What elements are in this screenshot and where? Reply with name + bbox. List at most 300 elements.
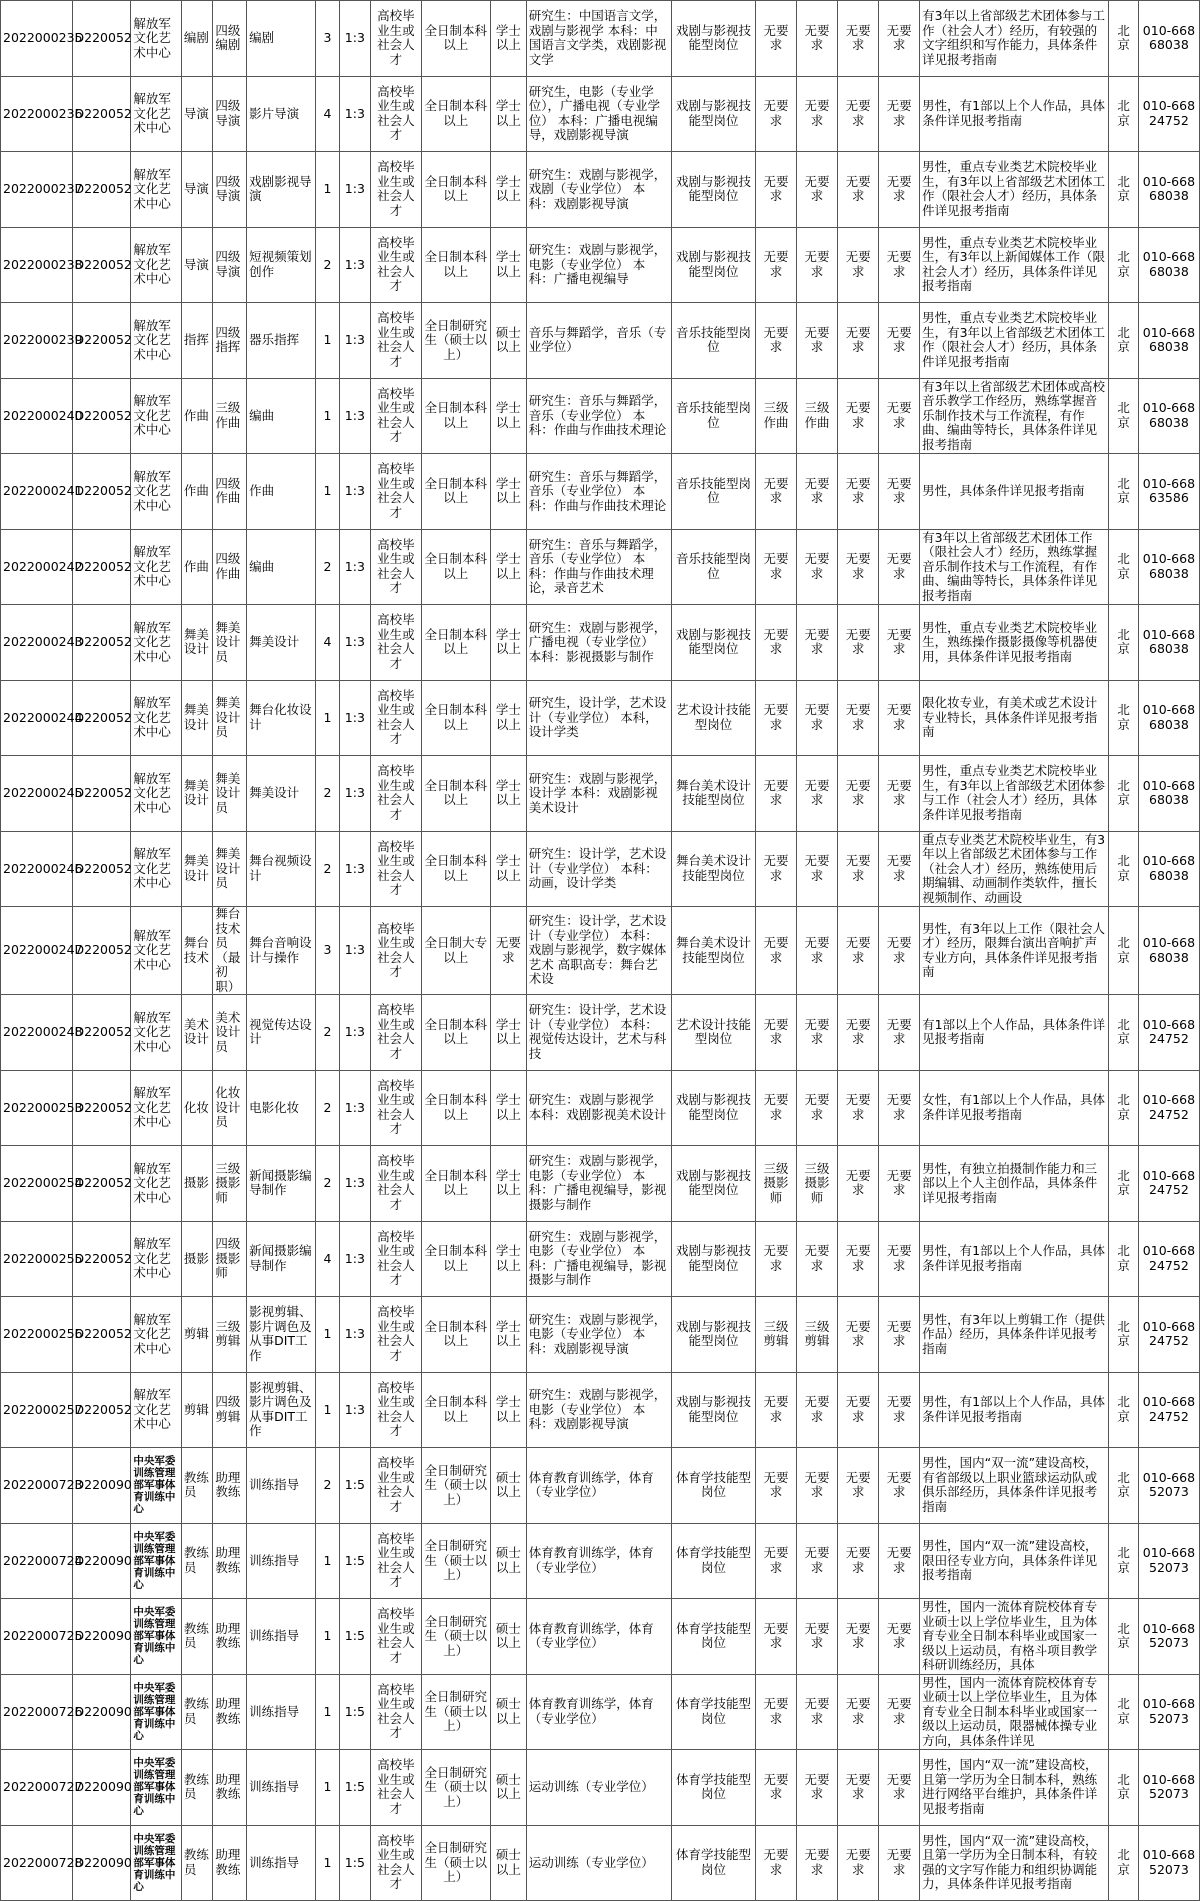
degree-cell: 学士以上 (491, 1070, 527, 1146)
city-cell: 北京 (1109, 907, 1138, 995)
unit-code-cell: D220052 (72, 605, 131, 681)
major-requirement-cell: 研究生，电影（专业学位），广播电视（专业学位） 本科：广播电视编导，戏剧影视导演 (526, 76, 671, 152)
post-name-cell: 影片导演 (247, 76, 316, 152)
notes-cell: 女性，有1部以上个人作品，具体条件详见报考指南 (920, 1070, 1109, 1146)
education-cell: 全日制研究生（硕士以上） (421, 1523, 490, 1599)
education-cell: 全日制本科以上 (421, 1, 490, 77)
position-category-cell: 体育学技能型岗位 (671, 1825, 755, 1901)
exam-ratio-cell: 1:5 (339, 1523, 371, 1599)
position-id-cell: 2022000240 (1, 378, 73, 454)
phone-cell: 010-66863586 (1138, 454, 1199, 530)
major-requirement-cell: 研究生：戏剧与影视学，电影（专业学位） 本科：广播电视编导，影视摄影与制作 (526, 1221, 671, 1297)
applicant-source-cell: 高校毕业生或社会人才 (371, 378, 421, 454)
position-id-cell: 2022000727 (1, 1750, 73, 1826)
phone-cell: 010-66852073 (1138, 1750, 1199, 1826)
post-name-cell: 编剧 (247, 1, 316, 77)
position-category-cell: 体育学技能型岗位 (671, 1448, 755, 1524)
requirement-3-cell: 无要求 (838, 680, 879, 756)
department-cell: 教练员 (181, 1750, 213, 1826)
education-cell: 全日制研究生（硕士以上） (421, 1599, 490, 1675)
education-cell: 全日制本科以上 (421, 529, 490, 605)
post-name-cell: 舞美设计 (247, 605, 316, 681)
requirement-4-cell: 无要求 (879, 1, 920, 77)
department-cell: 舞美设计 (181, 831, 213, 907)
degree-cell: 学士以上 (491, 680, 527, 756)
unit-name-cell: 解放军文化艺术中心 (131, 303, 181, 379)
requirement-4-cell: 无要求 (879, 1674, 920, 1750)
city-cell: 北京 (1109, 995, 1138, 1071)
requirement-3-cell: 无要求 (838, 1221, 879, 1297)
major-requirement-cell: 研究生：音乐与舞蹈学，音乐（专业学位） 本科：作曲与作曲技术理论，录音艺术 (526, 529, 671, 605)
table-row (1, 152, 1200, 228)
major-requirement-cell: 研究生：戏剧与影视学，电影（专业学位） 本科：广播电视编导，影视摄影与制作 (526, 1146, 671, 1222)
post-name-cell: 舞美设计 (247, 756, 316, 832)
unit-code-cell: D220090 (72, 1448, 131, 1524)
phone-cell: 010-66868038 (1138, 227, 1199, 303)
requirement-1-cell: 无要求 (756, 152, 797, 228)
city-cell: 北京 (1109, 831, 1138, 907)
city-cell: 北京 (1109, 680, 1138, 756)
hire-count-cell: 2 (316, 227, 339, 303)
department-cell: 教练员 (181, 1448, 213, 1524)
exam-ratio-cell: 1:3 (339, 529, 371, 605)
notes-cell: 男性，有独立拍摄制作能力和三部以上个人主创作品，具体条件详见报考指南 (920, 1146, 1109, 1222)
degree-cell: 学士以上 (491, 76, 527, 152)
education-cell: 全日制本科以上 (421, 1297, 490, 1373)
phone-cell: 010-66868038 (1138, 152, 1199, 228)
applicant-source-cell: 高校毕业生或社会人才 (371, 831, 421, 907)
notes-cell: 男性，重点专业类艺术院校毕业生，有3年以上省部级艺术团体工作（限社会人才）经历，具体条件详见报考指南 (920, 152, 1109, 228)
city-cell: 北京 (1109, 1448, 1138, 1524)
department-cell: 舞美设计 (181, 605, 213, 681)
requirement-3-cell: 无要求 (838, 831, 879, 907)
requirement-4-cell: 无要求 (879, 1372, 920, 1448)
requirement-1-cell: 无要求 (756, 605, 797, 681)
requirement-3-cell: 无要求 (838, 605, 879, 681)
city-cell: 北京 (1109, 1674, 1138, 1750)
phone-cell: 010-66824752 (1138, 1221, 1199, 1297)
phone-cell: 010-66868038 (1138, 756, 1199, 832)
department-cell: 教练员 (181, 1825, 213, 1901)
education-cell: 全日制本科以上 (421, 152, 490, 228)
position-category-cell: 戏剧与影视技能型岗位 (671, 1297, 755, 1373)
unit-name-cell: 中央军委训练管理部军事体育训练中心 (131, 1448, 181, 1524)
position-category-cell: 戏剧与影视技能型岗位 (671, 1221, 755, 1297)
table-row (1, 1674, 1200, 1750)
requirement-1-cell: 无要求 (756, 995, 797, 1071)
requirement-1-cell: 无要求 (756, 831, 797, 907)
applicant-source-cell: 高校毕业生或社会人才 (371, 1825, 421, 1901)
grade-cell: 舞美设计员 (213, 680, 247, 756)
hire-count-cell: 1 (316, 303, 339, 379)
department-cell: 摄影 (181, 1146, 213, 1222)
city-cell: 北京 (1109, 454, 1138, 530)
degree-cell: 学士以上 (491, 1146, 527, 1222)
table-row (1, 76, 1200, 152)
requirement-3-cell: 无要求 (838, 1599, 879, 1675)
table-row (1, 1221, 1200, 1297)
applicant-source-cell: 高校毕业生或社会人才 (371, 1070, 421, 1146)
requirement-2-cell: 无要求 (797, 152, 838, 228)
requirement-4-cell: 无要求 (879, 529, 920, 605)
education-cell: 全日制本科以上 (421, 454, 490, 530)
applicant-source-cell: 高校毕业生或社会人才 (371, 454, 421, 530)
requirement-4-cell: 无要求 (879, 1750, 920, 1826)
grade-cell: 四级导演 (213, 227, 247, 303)
requirement-4-cell: 无要求 (879, 152, 920, 228)
requirement-4-cell: 无要求 (879, 378, 920, 454)
requirement-3-cell: 无要求 (838, 227, 879, 303)
unit-name-cell: 解放军文化艺术中心 (131, 152, 181, 228)
grade-cell: 美术设计员 (213, 995, 247, 1071)
department-cell: 剪辑 (181, 1372, 213, 1448)
phone-cell: 010-66868038 (1138, 680, 1199, 756)
hire-count-cell: 4 (316, 605, 339, 681)
phone-cell: 010-66868038 (1138, 529, 1199, 605)
major-requirement-cell: 研究生：戏剧与影视学，广播电视（专业学位） 本科：影视摄影与制作 (526, 605, 671, 681)
requirement-2-cell: 无要求 (797, 1372, 838, 1448)
grade-cell: 四级摄影师 (213, 1221, 247, 1297)
applicant-source-cell: 高校毕业生或社会人才 (371, 1297, 421, 1373)
city-cell: 北京 (1109, 1523, 1138, 1599)
position-id-cell: 2022000724 (1, 1523, 73, 1599)
city-cell: 北京 (1109, 756, 1138, 832)
degree-cell: 硕士以上 (491, 1750, 527, 1826)
department-cell: 编剧 (181, 1, 213, 77)
position-id-cell: 2022000246 (1, 831, 73, 907)
requirement-1-cell: 三级剪辑 (756, 1297, 797, 1373)
post-name-cell: 戏剧影视导演 (247, 152, 316, 228)
phone-cell: 010-66824752 (1138, 995, 1199, 1071)
unit-code-cell: D220052 (72, 378, 131, 454)
degree-cell: 学士以上 (491, 1297, 527, 1373)
unit-code-cell: D220090 (72, 1750, 131, 1826)
notes-cell: 男性，有3年以上剪辑工作（提供作品）经历，具体条件详见报考指南 (920, 1297, 1109, 1373)
post-name-cell: 编曲 (247, 378, 316, 454)
requirement-2-cell: 无要求 (797, 1674, 838, 1750)
table-row (1, 227, 1200, 303)
post-name-cell: 作曲 (247, 454, 316, 530)
city-cell: 北京 (1109, 1297, 1138, 1373)
hire-count-cell: 4 (316, 76, 339, 152)
city-cell: 北京 (1109, 1599, 1138, 1675)
position-category-cell: 戏剧与影视技能型岗位 (671, 227, 755, 303)
position-id-cell: 2022000256 (1, 1297, 73, 1373)
degree-cell: 硕士以上 (491, 1448, 527, 1524)
exam-ratio-cell: 1:5 (339, 1750, 371, 1826)
requirement-2-cell: 无要求 (797, 227, 838, 303)
unit-name-cell: 解放军文化艺术中心 (131, 907, 181, 995)
major-requirement-cell: 研究生，设计学，艺术设计（专业学位） 本科，设计学类 (526, 680, 671, 756)
applicant-source-cell: 高校毕业生或社会人才 (371, 1674, 421, 1750)
requirement-3-cell: 无要求 (838, 378, 879, 454)
phone-cell: 010-66824752 (1138, 76, 1199, 152)
grade-cell: 化妆设计员 (213, 1070, 247, 1146)
requirement-2-cell: 无要求 (797, 907, 838, 995)
table-row (1, 1750, 1200, 1826)
requirement-3-cell: 无要求 (838, 1146, 879, 1222)
post-name-cell: 器乐指挥 (247, 303, 316, 379)
requirement-2-cell: 三级作曲 (797, 378, 838, 454)
phone-cell: 010-66852073 (1138, 1825, 1199, 1901)
requirement-2-cell: 无要求 (797, 454, 838, 530)
requirement-1-cell: 无要求 (756, 1221, 797, 1297)
unit-name-cell: 解放军文化艺术中心 (131, 454, 181, 530)
position-category-cell: 体育学技能型岗位 (671, 1674, 755, 1750)
requirement-4-cell: 无要求 (879, 76, 920, 152)
hire-count-cell: 2 (316, 529, 339, 605)
grade-cell: 舞台技术员（最初职） (213, 907, 247, 995)
position-id-cell: 2022000725 (1, 1599, 73, 1675)
requirement-1-cell: 无要求 (756, 1750, 797, 1826)
unit-code-cell: D220052 (72, 454, 131, 530)
requirement-4-cell: 无要求 (879, 1825, 920, 1901)
post-name-cell: 编曲 (247, 529, 316, 605)
degree-cell: 学士以上 (491, 1372, 527, 1448)
major-requirement-cell: 体育教育训练学，体育（专业学位） (526, 1448, 671, 1524)
grade-cell: 助理教练 (213, 1448, 247, 1524)
unit-name-cell: 解放军文化艺术中心 (131, 1372, 181, 1448)
degree-cell: 学士以上 (491, 756, 527, 832)
grade-cell: 助理教练 (213, 1825, 247, 1901)
requirement-2-cell: 无要求 (797, 1523, 838, 1599)
requirement-2-cell: 三级剪辑 (797, 1297, 838, 1373)
requirement-4-cell: 无要求 (879, 454, 920, 530)
applicant-source-cell: 高校毕业生或社会人才 (371, 76, 421, 152)
education-cell: 全日制研究生（硕士以上） (421, 1448, 490, 1524)
department-cell: 导演 (181, 227, 213, 303)
unit-name-cell: 解放军文化艺术中心 (131, 756, 181, 832)
exam-ratio-cell: 1:3 (339, 152, 371, 228)
exam-ratio-cell: 1:3 (339, 1372, 371, 1448)
applicant-source-cell: 高校毕业生或社会人才 (371, 680, 421, 756)
unit-code-cell: D220052 (72, 831, 131, 907)
degree-cell: 学士以上 (491, 227, 527, 303)
degree-cell: 学士以上 (491, 454, 527, 530)
education-cell: 全日制本科以上 (421, 680, 490, 756)
notes-cell: 男性，具体条件详见报考指南 (920, 454, 1109, 530)
major-requirement-cell: 研究生：中国语言文学，戏剧与影视学 本科：中国语言文学类，戏剧影视文学 (526, 1, 671, 77)
table-row (1, 680, 1200, 756)
major-requirement-cell: 研究生：设计学，艺术设计（专业学位） 本科：动画，设计学类 (526, 831, 671, 907)
table-row (1, 1297, 1200, 1373)
requirement-2-cell: 无要求 (797, 1070, 838, 1146)
requirement-1-cell: 无要求 (756, 1448, 797, 1524)
notes-cell: 男性，有1部以上个人作品，具体条件详见报考指南 (920, 76, 1109, 152)
position-category-cell: 戏剧与影视技能型岗位 (671, 1372, 755, 1448)
requirement-1-cell: 无要求 (756, 303, 797, 379)
unit-code-cell: D220052 (72, 152, 131, 228)
unit-name-cell: 解放军文化艺术中心 (131, 995, 181, 1071)
exam-ratio-cell: 1:5 (339, 1448, 371, 1524)
unit-name-cell: 中央军委训练管理部军事体育训练中心 (131, 1523, 181, 1599)
exam-ratio-cell: 1:3 (339, 756, 371, 832)
table-row (1, 907, 1200, 995)
requirement-3-cell: 无要求 (838, 907, 879, 995)
post-name-cell: 新闻摄影编导制作 (247, 1146, 316, 1222)
unit-name-cell: 中央军委训练管理部军事体育训练中心 (131, 1674, 181, 1750)
phone-cell: 010-66852073 (1138, 1448, 1199, 1524)
city-cell: 北京 (1109, 303, 1138, 379)
requirement-1-cell: 无要求 (756, 1, 797, 77)
position-category-cell: 戏剧与影视技能型岗位 (671, 605, 755, 681)
table-row (1, 1523, 1200, 1599)
post-name-cell: 训练指导 (247, 1448, 316, 1524)
position-category-cell: 戏剧与影视技能型岗位 (671, 152, 755, 228)
applicant-source-cell: 高校毕业生或社会人才 (371, 303, 421, 379)
major-requirement-cell: 体育教育训练学，体育（专业学位） (526, 1523, 671, 1599)
unit-code-cell: D220052 (72, 303, 131, 379)
hire-count-cell: 1 (316, 1523, 339, 1599)
requirement-3-cell: 无要求 (838, 1, 879, 77)
position-id-cell: 2022000239 (1, 303, 73, 379)
requirement-1-cell: 无要求 (756, 1372, 797, 1448)
post-name-cell: 影视剪辑、影片调色及从事DIT工作 (247, 1297, 316, 1373)
exam-ratio-cell: 1:3 (339, 1297, 371, 1373)
exam-ratio-cell: 1:3 (339, 76, 371, 152)
post-name-cell: 电影化妆 (247, 1070, 316, 1146)
degree-cell: 硕士以上 (491, 303, 527, 379)
table-row (1, 1825, 1200, 1901)
unit-code-cell: D220052 (72, 1146, 131, 1222)
exam-ratio-cell: 1:3 (339, 1146, 371, 1222)
requirement-1-cell: 三级作曲 (756, 378, 797, 454)
degree-cell: 学士以上 (491, 1221, 527, 1297)
position-id-cell: 2022000236 (1, 76, 73, 152)
education-cell: 全日制本科以上 (421, 1372, 490, 1448)
applicant-source-cell: 高校毕业生或社会人才 (371, 529, 421, 605)
requirement-4-cell: 无要求 (879, 1070, 920, 1146)
hire-count-cell: 1 (316, 1372, 339, 1448)
notes-cell: 男性，重点专业类艺术院校毕业生，有3年以上省部级艺术团体参与工作（社会人才）经历，具体条件详见报考指南 (920, 756, 1109, 832)
hire-count-cell: 1 (316, 1599, 339, 1675)
notes-cell: 男性，重点专业类艺术院校毕业生，有3年以上省部级艺术团体工作（限社会人才）经历，具体条件详见报考指南 (920, 303, 1109, 379)
requirement-1-cell: 无要求 (756, 907, 797, 995)
exam-ratio-cell: 1:3 (339, 1070, 371, 1146)
position-id-cell: 2022000235 (1, 1, 73, 77)
position-id-cell: 2022000245 (1, 756, 73, 832)
position-id-cell: 2022000723 (1, 1448, 73, 1524)
requirement-2-cell: 无要求 (797, 303, 838, 379)
city-cell: 北京 (1109, 529, 1138, 605)
exam-ratio-cell: 1:3 (339, 454, 371, 530)
position-category-cell: 音乐技能型岗位 (671, 378, 755, 454)
unit-code-cell: D220052 (72, 1221, 131, 1297)
unit-code-cell: D220052 (72, 227, 131, 303)
position-category-cell: 戏剧与影视技能型岗位 (671, 1, 755, 77)
degree-cell: 学士以上 (491, 529, 527, 605)
position-category-cell: 体育学技能型岗位 (671, 1599, 755, 1675)
major-requirement-cell: 研究生：戏剧与影视学，电影（专业学位） 本科：戏剧影视导演 (526, 1372, 671, 1448)
hire-count-cell: 1 (316, 1825, 339, 1901)
degree-cell: 学士以上 (491, 1, 527, 77)
phone-cell: 010-66852073 (1138, 1599, 1199, 1675)
exam-ratio-cell: 1:3 (339, 1221, 371, 1297)
degree-cell: 硕士以上 (491, 1825, 527, 1901)
applicant-source-cell: 高校毕业生或社会人才 (371, 1599, 421, 1675)
education-cell: 全日制研究生（硕士以上） (421, 1750, 490, 1826)
table-row (1, 1599, 1200, 1675)
applicant-source-cell: 高校毕业生或社会人才 (371, 1, 421, 77)
requirement-3-cell: 无要求 (838, 1070, 879, 1146)
requirement-1-cell: 无要求 (756, 454, 797, 530)
requirement-3-cell: 无要求 (838, 1750, 879, 1826)
phone-cell: 010-66868038 (1138, 907, 1199, 995)
position-id-cell: 2022000253 (1, 1070, 73, 1146)
notes-cell: 男性，国内“双一流”建设高校，限田径专业方向，具体条件详见报考指南 (920, 1523, 1109, 1599)
major-requirement-cell: 运动训练（专业学位） (526, 1825, 671, 1901)
exam-ratio-cell: 1:3 (339, 227, 371, 303)
requirement-3-cell: 无要求 (838, 152, 879, 228)
requirement-4-cell: 无要求 (879, 680, 920, 756)
unit-code-cell: D220052 (72, 1070, 131, 1146)
exam-ratio-cell: 1:3 (339, 995, 371, 1071)
grade-cell: 舞美设计员 (213, 756, 247, 832)
notes-cell: 重点专业类艺术院校毕业生，有3年以上省部级艺术团体参与工作（社会人才）经历，熟练使用后期编辑、动画制作类软件，擅长视频制作、动画设 (920, 831, 1109, 907)
applicant-source-cell: 高校毕业生或社会人才 (371, 152, 421, 228)
hire-count-cell: 4 (316, 1221, 339, 1297)
position-id-cell: 2022000237 (1, 152, 73, 228)
position-category-cell: 舞台美术设计技能型岗位 (671, 756, 755, 832)
education-cell: 全日制本科以上 (421, 1070, 490, 1146)
phone-cell: 010-66852073 (1138, 1674, 1199, 1750)
notes-cell: 男性，有3年以上工作（限社会人才）经历，限舞台演出音响扩声专业方向，具体条件详见报考指南 (920, 907, 1109, 995)
grade-cell: 助理教练 (213, 1599, 247, 1675)
major-requirement-cell: 研究生：戏剧与影视学，戏剧（专业学位） 本科：戏剧影视导演 (526, 152, 671, 228)
requirement-3-cell: 无要求 (838, 1523, 879, 1599)
education-cell: 全日制本科以上 (421, 227, 490, 303)
department-cell: 舞美设计 (181, 680, 213, 756)
unit-name-cell: 解放军文化艺术中心 (131, 378, 181, 454)
position-id-cell: 2022000255 (1, 1221, 73, 1297)
department-cell: 教练员 (181, 1674, 213, 1750)
phone-cell: 010-66868038 (1138, 831, 1199, 907)
post-name-cell: 视觉传达设计 (247, 995, 316, 1071)
applicant-source-cell: 高校毕业生或社会人才 (371, 1523, 421, 1599)
table-row (1, 995, 1200, 1071)
position-id-cell: 2022000257 (1, 1372, 73, 1448)
hire-count-cell: 2 (316, 995, 339, 1071)
hire-count-cell: 2 (316, 831, 339, 907)
unit-name-cell: 解放军文化艺术中心 (131, 1, 181, 77)
department-cell: 教练员 (181, 1523, 213, 1599)
unit-name-cell: 解放军文化艺术中心 (131, 1297, 181, 1373)
unit-name-cell: 中央军委训练管理部军事体育训练中心 (131, 1825, 181, 1901)
notes-cell: 有3年以上省部级艺术团体参与工作（社会人才）经历，有较强的文字组织和写作能力，具体条件详见报考指南 (920, 1, 1109, 77)
requirement-3-cell: 无要求 (838, 76, 879, 152)
unit-code-cell: D220052 (72, 995, 131, 1071)
city-cell: 北京 (1109, 1070, 1138, 1146)
table-row (1, 605, 1200, 681)
requirement-4-cell: 无要求 (879, 1448, 920, 1524)
grade-cell: 三级摄影师 (213, 1146, 247, 1222)
exam-ratio-cell: 1:3 (339, 1, 371, 77)
requirement-3-cell: 无要求 (838, 1448, 879, 1524)
requirement-4-cell: 无要求 (879, 1221, 920, 1297)
degree-cell: 学士以上 (491, 995, 527, 1071)
notes-cell: 男性，有1部以上个人作品，具体条件详见报考指南 (920, 1221, 1109, 1297)
requirement-3-cell: 无要求 (838, 529, 879, 605)
applicant-source-cell: 高校毕业生或社会人才 (371, 756, 421, 832)
requirement-1-cell: 无要求 (756, 1599, 797, 1675)
table-row (1, 378, 1200, 454)
department-cell: 作曲 (181, 454, 213, 530)
phone-cell: 010-66824752 (1138, 1070, 1199, 1146)
major-requirement-cell: 研究生：戏剧与影视学，电影（专业学位） 本科：戏剧影视导演 (526, 1297, 671, 1373)
requirement-3-cell: 无要求 (838, 1674, 879, 1750)
phone-cell: 010-66868038 (1138, 1, 1199, 77)
grade-cell: 四级指挥 (213, 303, 247, 379)
